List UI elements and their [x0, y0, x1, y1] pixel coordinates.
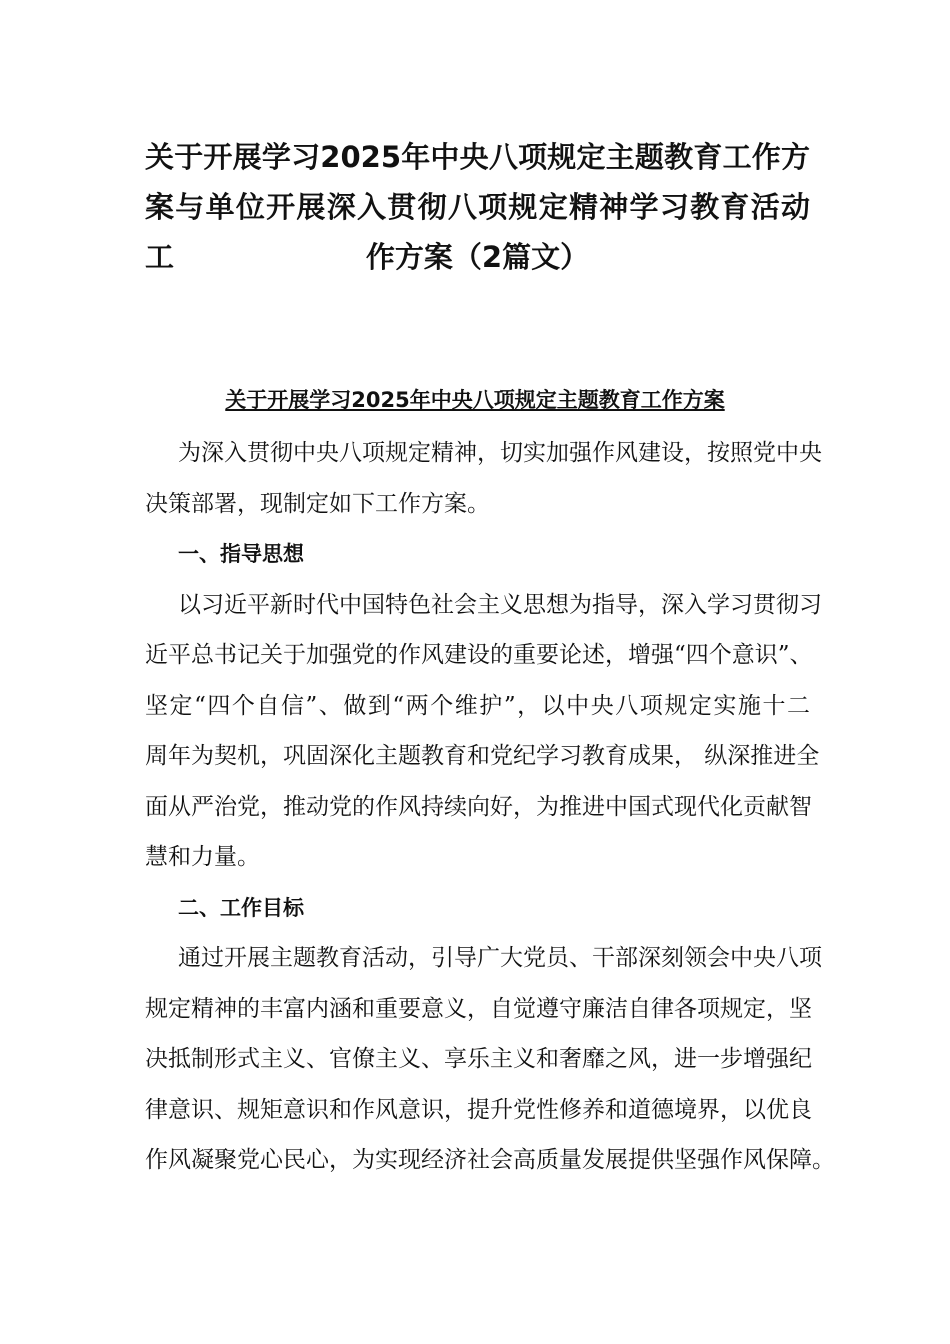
paragraph-line: 以习近平新时代中国特色社会主义思想为指导，深入学习贯彻习 — [178, 591, 822, 618]
document-title — [145, 132, 810, 282]
section-heading: 一、指导思想 — [178, 542, 304, 566]
paragraph-line: 面从严治党，推动党的作风持续向好，为推进中国式现代化贡献智 — [145, 793, 812, 820]
title-line: 关于开展学习2025年中央八项规定主题教育工作方 — [145, 140, 810, 174]
paragraph-line: 决抵制形式主义、官僚主义、享乐主义和奢靡之风，进一步增强纪 — [145, 1046, 812, 1072]
paragraph-line: 为深入贯彻中央八项规定精神，切实加强作风建设，按照党中央 — [178, 440, 822, 466]
paragraph-line: 慧和力量。 — [145, 844, 260, 870]
section-subtitle — [0, 384, 950, 414]
paragraph-line: 近平总书记关于加强党的作风建设的重要论述，增强“四个意识”、 — [145, 642, 813, 668]
paragraph-line: 周年为契机，巩固深化主题教育和党纪学习教育成果， 纵深推进全 — [145, 743, 820, 769]
document-body — [145, 428, 835, 1186]
section-heading: 二、工作目标 — [178, 895, 304, 920]
title-line: 作方案（2篇文） — [365, 240, 590, 274]
paragraph-line: 通过开展主题教育活动，引导广大党员、干部深刻领会中央八项 — [178, 945, 822, 971]
paragraph-line: 作风凝聚党心民心，为实现经济社会高质量发展提供坚强作风保障。 — [145, 1147, 835, 1173]
title-line: 案与单位开展深入贯彻八项规定精神学习教育活动工 — [145, 190, 810, 274]
paragraph-line: 决策部署，现制定如下工作方案。 — [145, 490, 490, 517]
paragraph-line: 坚定“四个自信”、做到“两个维护”，以中央八项规定实施十二 — [145, 692, 810, 719]
paragraph-line: 律意识、规矩意识和作风意识，提升党性修养和道德境界，以优良 — [145, 1096, 812, 1123]
paragraph-line: 规定精神的丰富内涵和重要意义，自觉遵守廉洁自律各项规定，坚 — [145, 995, 812, 1022]
subtitle-text: 关于开展学习2025年中央八项规定主题教育工作方案 — [225, 388, 725, 412]
